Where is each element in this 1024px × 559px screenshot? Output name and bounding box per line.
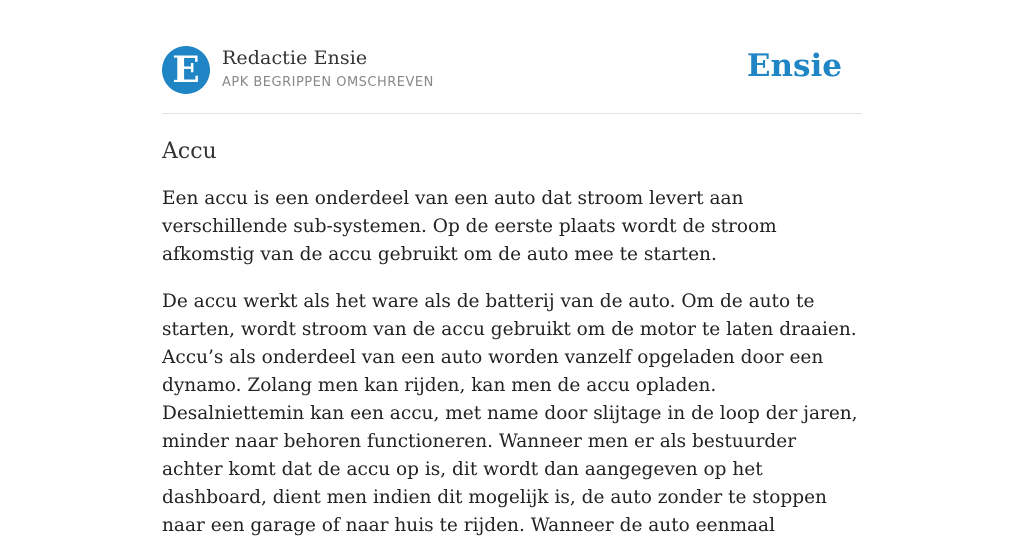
header xyxy=(162,46,862,114)
brand-logo[interactable]: Ensie xyxy=(746,48,842,84)
author-name[interactable]: Redactie Ensie xyxy=(222,47,368,69)
author-avatar[interactable]: E xyxy=(162,46,210,94)
article-title: Accu xyxy=(162,139,217,164)
article-paragraph-1: Een accu is een onderdeel van een auto dat stroom levert aan verschillende sub-systemen. Op de eerste plaats wordt de stroom afkomstig van de accu gebruikt om de auto mee te starten. xyxy=(162,188,777,265)
collection-subtitle[interactable]: APK BEGRIPPEN OMSCHREVEN xyxy=(222,75,434,90)
article xyxy=(162,136,862,559)
article-paragraph-2: De accu werkt als het ware als de batterij van de auto. Om de auto te starten, wordt stroom van de accu gebruikt om de motor te laten draaien. Accu’s als onderdeel van een auto worden vanzelf opgeladen door een dynamo. Zolang men kan rijden, kan men de accu opladen. Desalniettemin kan een accu, met name door slijtage in de loop der jaren, minder naar behoren functioneren. Wanneer men er als bestuurder achter komt dat de accu op is, dit wordt dan aangegeven op het dashboard, dient men indien dit mogelijk is, de auto zonder te stoppen naar een garage of naar huis te rijden. Wanneer de auto eenmaal xyxy=(162,291,858,536)
header-divider xyxy=(162,113,862,114)
